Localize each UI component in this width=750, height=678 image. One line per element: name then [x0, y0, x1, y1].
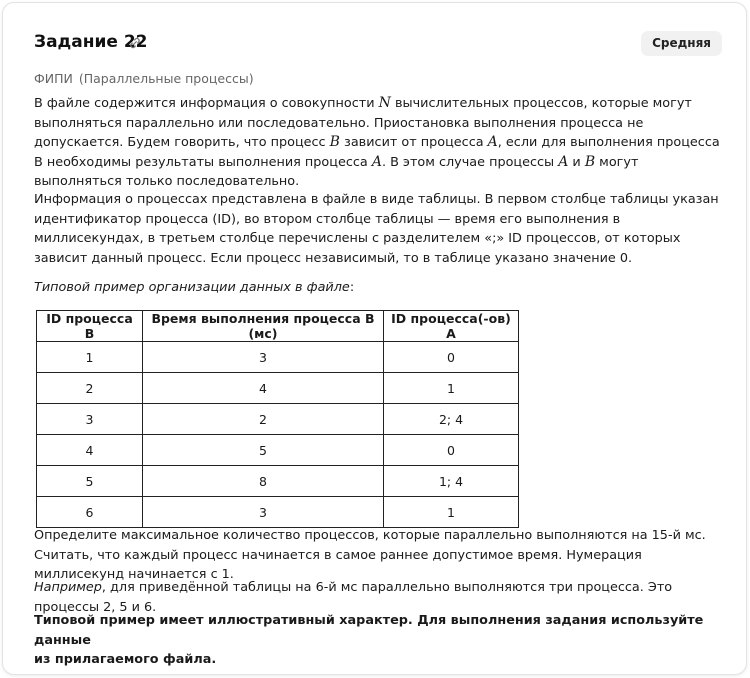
math-var: B [584, 153, 596, 170]
table-cell: 6 [37, 497, 143, 528]
table-header-cell: Время выполнения процесса B (мс) [143, 311, 384, 342]
table-cell: 1 [37, 342, 143, 373]
math-var: N [378, 95, 391, 111]
task-title: Задание 22 [34, 32, 148, 52]
table-cell: 3 [143, 342, 384, 373]
text-fragment: В файле содержится информация о совокупности [34, 96, 379, 111]
text-line: Типовой пример имеет иллюстративный характер. Для выполнения задания используйте данные [34, 613, 704, 648]
task-source [34, 71, 260, 86]
task-card [2, 2, 747, 675]
file-note [34, 611, 724, 670]
table-row [37, 466, 519, 497]
text-fragment: Типовой пример организации данных в файле [34, 280, 350, 295]
text-fragment: вычислительных процессов, которые могут выполняться параллельно или последовательно. Приостановка выполнения процесса не допускается. Будем говорить, что процесс [34, 96, 692, 150]
text-fragment: . В этом случае процессы [381, 154, 559, 170]
example-intro [34, 278, 724, 298]
table-cell: 1; 4 [384, 466, 519, 497]
text-fragment: зависит от процесса [339, 135, 488, 150]
text-fragment: и [568, 154, 585, 170]
math-var: B [329, 134, 340, 150]
text-line: из прилагаемого файла. [34, 652, 217, 667]
data-format-description: Информация о процессах представлена в файле в виде таблицы. В первом столбце таблицы указан идентификатор процесса (ID), во втором столбце таблицы — время его выполнения в миллисекундах, в третьем столбце перечислены с разделителем «;» ID процессов, от которых зависит данный процесс. Если процесс независимый, то в таблице указано значение 0. [34, 192, 719, 266]
table-cell: 4 [143, 373, 384, 404]
task-header [34, 32, 722, 58]
table-cell: 2 [37, 373, 143, 404]
table-row [37, 497, 519, 528]
task-description [34, 94, 724, 192]
table-header-cell: ID процесса(-ов) A [384, 311, 519, 342]
table-row [37, 404, 519, 435]
table-row [37, 342, 519, 373]
table-header-cell: ID процесса B [37, 311, 143, 342]
table-cell: 0 [384, 342, 519, 373]
table-row [37, 373, 519, 404]
math-var: A [371, 153, 382, 170]
source-org: ФИПИ [34, 71, 73, 86]
source-topic: (Параллельные процессы) [78, 71, 254, 86]
table-cell: 5 [37, 466, 143, 497]
difficulty-badge: Средняя [641, 31, 722, 56]
table-cell: 3 [143, 497, 384, 528]
table-cell: 1 [384, 497, 519, 528]
table-cell: 4 [37, 435, 143, 466]
link-icon[interactable] [128, 36, 142, 50]
task-question: Определите максимальное количество процессов, которые параллельно выполняются на 15-й мс. Считать, что каждый процесс начинается в самое раннее допустимое время. Нумерация миллисекунд начинается с 1. [34, 528, 706, 582]
text-fragment: , если для выполнения процесса B необходимы результаты выполнения процесса [34, 135, 720, 170]
table-cell: 1 [384, 373, 519, 404]
text-fragment: : [349, 280, 355, 295]
table-cell: 2; 4 [384, 404, 519, 435]
table-cell: 0 [384, 435, 519, 466]
text-fragment: могут выполняться только последовательно. [34, 154, 639, 189]
example-table [36, 310, 519, 528]
text-fragment: Например [34, 580, 102, 595]
table-header-row [37, 311, 519, 342]
math-var: A [558, 153, 569, 170]
table-cell: 8 [143, 466, 384, 497]
math-var: A [487, 134, 498, 150]
table-cell: 3 [37, 404, 143, 435]
text-fragment: , для приведённой таблицы на 6-й мс параллельно выполняются три процесса. Это процессы 2, 5 и 6. [34, 580, 673, 615]
table-row [37, 435, 519, 466]
table-cell: 5 [143, 435, 384, 466]
table-cell: 2 [143, 404, 384, 435]
